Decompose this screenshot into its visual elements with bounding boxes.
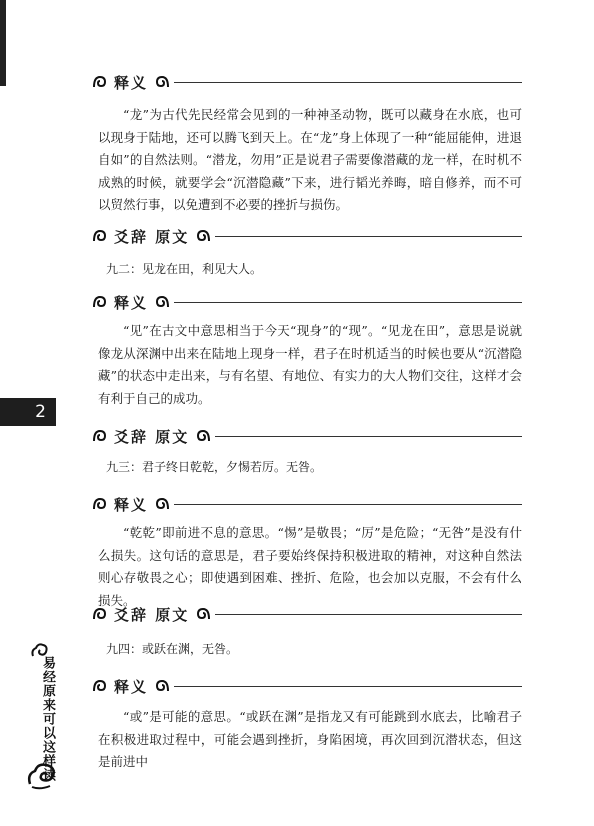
heading-rule (174, 686, 522, 687)
scroll-ornament-left-icon (92, 74, 108, 90)
scroll-ornament-right-icon (154, 678, 170, 694)
cloud-ornament-bottom-icon (26, 760, 60, 790)
section-heading-title: 释义 (114, 677, 149, 696)
heading-rule (215, 236, 522, 237)
scroll-ornament-left-icon (92, 228, 108, 244)
heading-rule (215, 614, 522, 615)
section-heading-title: 爻辞 原文 (114, 605, 190, 624)
explanation-paragraph: “或”是可能的意思。“或跃在渊”是指龙又有可能跳到水底去，比喻君子在积极进取过程中，可能会遇到挫折，身陷困境，再次回到沉潜状态，但这是前进中 (98, 709, 522, 769)
side-title-text: 易经原来可以这样读 (40, 656, 55, 782)
section-heading (92, 226, 522, 246)
page-number: 2 (35, 402, 46, 422)
heading-rule (215, 436, 522, 437)
scroll-ornament-right-icon (154, 496, 170, 512)
scroll-ornament-left-icon (92, 678, 108, 694)
explanation-paragraph: “乾乾”即前进不息的意思。“惕”是敬畏；“厉”是危险；“无咎”是没有什么损失。这句话的意思是，君子要始终保持积极进取的精神，对这种自然法则心存敬畏之心；即使遇到困难、挫折、危险，也会加以克服，不会有什么损失。 (98, 525, 522, 608)
heading-rule (174, 82, 522, 83)
section-heading (92, 494, 522, 514)
scroll-ornament-left-icon (92, 606, 108, 622)
scroll-ornament-right-icon (154, 294, 170, 310)
section-heading (92, 604, 522, 624)
left-margin-rule (0, 0, 6, 86)
original-text: 九三：君子终日乾乾，夕惕若厉。无咎。 (106, 460, 323, 474)
scroll-ornament-left-icon (92, 428, 108, 444)
page-number-tab (0, 398, 56, 426)
scroll-ornament-right-icon (154, 74, 170, 90)
scroll-ornament-right-icon (195, 428, 211, 444)
scroll-ornament-left-icon (92, 496, 108, 512)
section-heading-title: 释义 (114, 293, 149, 312)
scroll-ornament-right-icon (195, 606, 211, 622)
explanation-paragraph: “龙”为古代先民经常会见到的一种神圣动物，既可以藏身在水底，也可以现身于陆地，还可以腾飞到天上。在“龙”身上体现了一种“能屈能伸，进退自如”的自然法则。“潜龙，勿用”正是说君子需要像潜藏的龙一样，在时机不成熟的时候，就要学会“沉潜隐藏”下来，进行韬光养晦，暗自修养，而不可以贸然行事，以免遭到不必要的挫折与损伤。 (98, 107, 522, 212)
section-heading-title: 释义 (114, 495, 149, 514)
original-text: 九二：见龙在田，利见大人。 (106, 262, 263, 276)
scroll-ornament-right-icon (195, 228, 211, 244)
heading-rule (174, 302, 522, 303)
scroll-ornament-left-icon (92, 294, 108, 310)
section-heading (92, 676, 522, 696)
section-heading-title: 爻辞 原文 (114, 427, 190, 446)
explanation-paragraph: “见”在古文中意思相当于今天“现身”的“现”。“见龙在田”，意思是说就像龙从深渊中出来在陆地上现身一样，君子在时机适当的时候也要从“沉潜隐藏”的状态中走出来，与有名望、有地位、有实力的大人物们交往，这样才会有利于自己的成功。 (98, 323, 522, 406)
original-text: 九四：或跃在渊，无咎。 (106, 642, 239, 656)
section-heading (92, 72, 522, 92)
section-heading-title: 爻辞 原文 (114, 227, 190, 246)
heading-rule (174, 504, 522, 505)
section-heading-title: 释义 (114, 73, 149, 92)
section-heading (92, 426, 522, 446)
section-heading (92, 292, 522, 312)
side-book-title (26, 642, 66, 792)
